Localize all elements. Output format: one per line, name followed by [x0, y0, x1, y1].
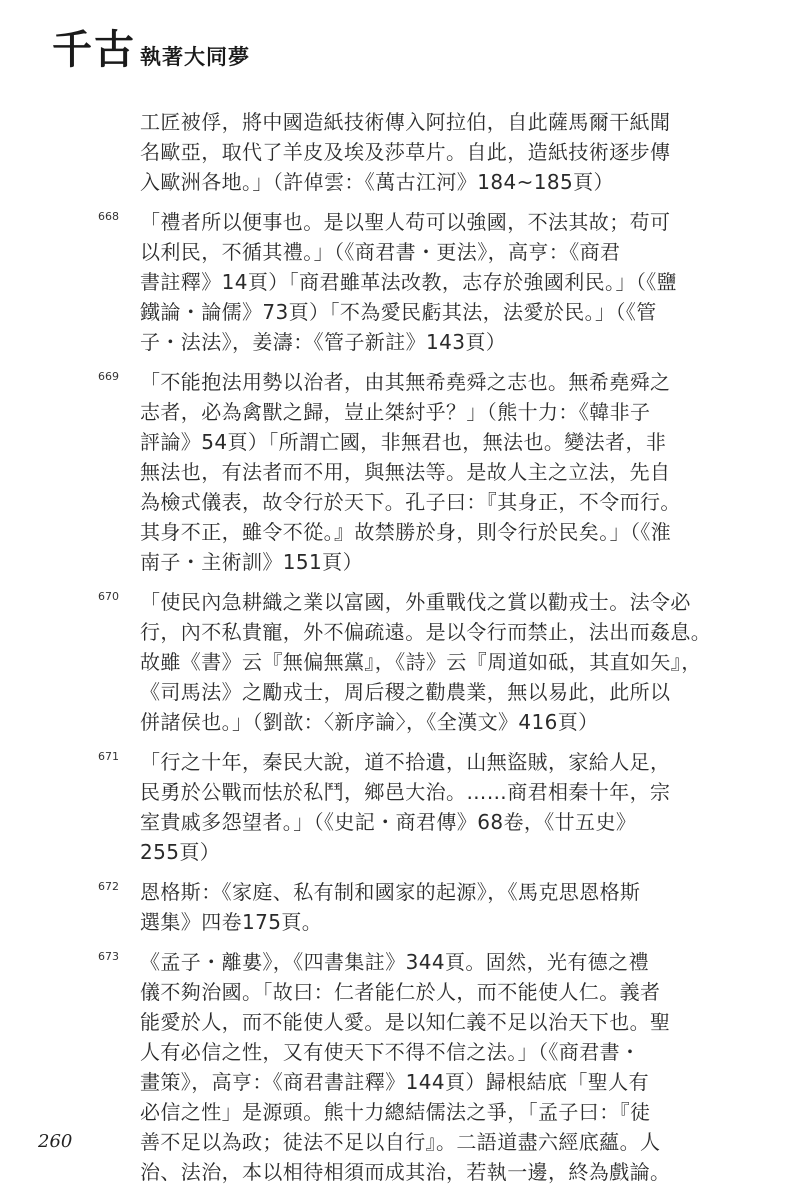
text-line: 畫策》，高亨：《商君書註釋》144頁）歸根結底「聖人有 — [140, 1070, 649, 1094]
text-line: 民勇於公戰而怯於私鬥，鄉邑大治。……商君相秦十年，宗 — [140, 780, 671, 804]
text-line: 255頁） — [140, 840, 221, 864]
footnote-673 — [98, 947, 686, 1187]
text-line: 《司馬法》之勵戎士，周后稷之勸農業，無以易此，此所以 — [140, 680, 671, 704]
text-line: 評論》54頁）「所謂亡國，非無君也，無法也。變法者，非 — [140, 430, 667, 454]
footnote-text — [140, 587, 712, 737]
text-line: 故雖《書》云『無偏無黨』，《詩》云『周道如砥，其直如矢』， — [140, 650, 702, 674]
text-line: 南子・主術訓》151頁） — [140, 550, 363, 574]
text-line: 鐵論・論儒》73頁）「不為愛民虧其法，法愛於民。」（《管 — [140, 300, 657, 324]
text-line: 恩格斯：《家庭、私有制和國家的起源》，《馬克思恩格斯 — [140, 880, 641, 904]
footnote-text — [140, 747, 685, 867]
text-line: 室貴戚多怨望者。」（《史記・商君傳》68卷，《廿五史》 — [140, 810, 637, 834]
page-number: 260 — [38, 1131, 73, 1152]
footnote-text — [140, 947, 685, 1187]
book-title-main: 千古 — [52, 26, 136, 73]
text-line: 子・法法》，姜濤：《管子新註》143頁） — [140, 330, 507, 354]
text-line: 治、法治，本以相待相須而成其治，若執一邊，終為戲論。 — [140, 1160, 671, 1184]
footnote-text — [140, 107, 685, 197]
text-line: 「使民內急耕織之業以富國，外重戰伐之賞以勸戎士。法令必 — [140, 590, 691, 614]
text-line: 人有必信之性，又有使天下不得不信之法。」（《商君書・ — [140, 1040, 641, 1064]
text-line: 「行之十年，秦民大說，道不拾遺，山無盜賊，家給人足， — [140, 750, 671, 774]
footnote-672 — [98, 877, 686, 937]
footnote-text — [140, 877, 685, 937]
running-header — [52, 26, 250, 74]
text-line: 《孟子・離婁》，《四書集註》344頁。固然，光有德之禮 — [140, 950, 649, 974]
footnote-number — [98, 107, 140, 109]
text-line: 名歐亞，取代了羊皮及埃及莎草片。自此，造紙技術逐步傳 — [140, 140, 671, 164]
text-line: 儀不夠治國。「故曰：仁者能仁於人，而不能使人仁。義者 — [140, 980, 661, 1004]
footnote-number: 668 — [98, 210, 119, 223]
footnote-text — [140, 207, 685, 357]
book-title-sub: 執著大同夢 — [140, 44, 250, 69]
footnote-668 — [98, 207, 686, 357]
footnote-669 — [98, 367, 686, 577]
text-line: 能愛於人，而不能使人愛。是以知仁義不足以治天下也。聖 — [140, 1010, 671, 1034]
text-line: 無法也，有法者而不用，與無法等。是故人主之立法，先自 — [140, 460, 671, 484]
footnote-continued — [98, 107, 686, 197]
footnote-number: 671 — [98, 750, 119, 763]
text-line: 以利民，不循其禮。」（《商君書・更法》，高亨：《商君 — [140, 240, 621, 264]
footnote-number: 672 — [98, 880, 119, 893]
footnote-text — [140, 367, 685, 577]
text-line: 工匠被俘，將中國造紙技術傳入阿拉伯，自此薩馬爾干紙聞 — [140, 110, 671, 134]
footnote-number: 673 — [98, 950, 119, 963]
text-line: 併諸侯也。」（劉歆：〈新序論〉，《全漢文》416頁） — [140, 710, 599, 734]
text-line: 志者，必為禽獸之歸，豈止桀紂乎？」（熊十力：《韓非子 — [140, 400, 651, 424]
footnotes-body — [98, 107, 712, 1197]
text-line: 為檢式儀表，故令行於天下。孔子曰：『其身正，不令而行。 — [140, 490, 681, 514]
footnote-number: 670 — [98, 590, 119, 603]
text-line: 入歐洲各地。」（許倬雲：《萬古江河》184~185頁） — [140, 170, 614, 194]
footnote-670 — [98, 587, 712, 737]
text-line: 書註釋》14頁）「商君雖革法改教，志存於強國利民。」（《鹽 — [140, 270, 678, 294]
footnote-671 — [98, 747, 686, 867]
text-line: 「禮者所以便事也。是以聖人苟可以強國，不法其故；苟可 — [140, 210, 671, 234]
text-line: 行，內不私貴寵，外不偏疏遠。是以令行而禁止，法出而姦息。 — [140, 620, 712, 644]
footnote-number: 669 — [98, 370, 119, 383]
text-line: 善不足以為政；徒法不足以自行』。二語道盡六經底蘊。人 — [140, 1130, 661, 1154]
text-line: 選集》四卷175頁。 — [140, 910, 323, 934]
text-line: 「不能抱法用勢以治者，由其無希堯舜之志也。無希堯舜之 — [140, 370, 671, 394]
text-line: 必信之性」是源頭。熊十力總結儒法之爭，「孟子曰：『徒 — [140, 1100, 651, 1124]
text-line: 其身不正，雖令不從。』故禁勝於身，則令行於民矣。」（《淮 — [140, 520, 672, 544]
